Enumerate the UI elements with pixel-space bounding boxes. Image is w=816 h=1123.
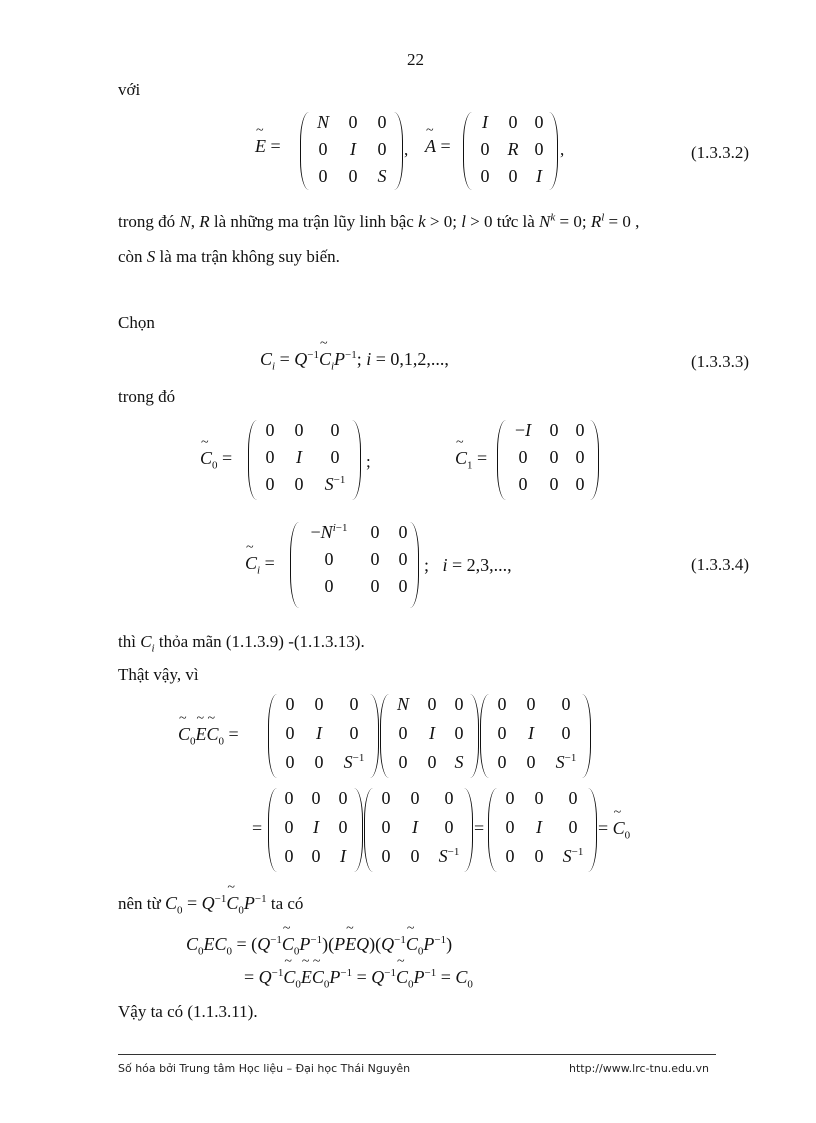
equals-c0: = ~ $C_0$ [598, 818, 630, 839]
matrix-row1-b: N 0 0 0 I 0 0 0 S [396, 694, 464, 772]
text-luy-linh: là những ma trận lũy linh bậc [213, 212, 414, 231]
text-vay-ta-co: Vậy ta có (1.1.3.11). [118, 1002, 258, 1021]
matrix-paren [352, 420, 361, 500]
matrix-paren [588, 788, 597, 872]
paragraph-line: nên từ $C_0$ = $Q^{-1}\sim$ $C_0P^{-1}$ ta có [118, 893, 303, 914]
text-khong-suy-bien: là ma trận không suy biến. [159, 247, 340, 266]
footer-divider [118, 1054, 716, 1055]
equals: = [474, 818, 485, 838]
eq-label-1332: (1.3.3.2) [691, 143, 750, 162]
a-tilde-label: ~ A = [425, 136, 451, 157]
matrix-paren [354, 788, 363, 872]
matrix-c1: −I 0 0 0 0 0 0 0 0 [514, 420, 585, 494]
text-ta-co: ta có [270, 894, 304, 913]
comma: , [560, 140, 565, 159]
paragraph-line: thì $C_i$ thỏa mãn (1.1.3.9) -(1.1.3.13). [118, 632, 365, 655]
text-con: còn [118, 247, 143, 266]
text-thoa-man: thỏa mãn (1.1.3.9) -(1.1.3.13). [158, 632, 365, 651]
equation-c0ec0: $C_0EC_0$ = ($Q^{-1}\sim$ $C_0P^{-1})(P\sim$ $EQ)(Q^{-1}\sim$ $C_0P^{-1}$) [186, 934, 452, 955]
equation-i-range: ; i = 2,3,..., [424, 555, 512, 575]
text-thi: thì [118, 632, 136, 651]
matrix-ci: $-N^{i-1}$ 0 0 0 0 0 0 0 0 [310, 522, 408, 596]
equals: = [252, 818, 263, 838]
text-voi: với [118, 80, 141, 99]
matrix-row2-c: 0 0 0 0 I 0 0 0 $S^{-1}$ [505, 788, 584, 866]
equation-c0ec0-result: = $Q^{-1}\sim$ $C_0\sim$ E~ $C_0P^{-1}$ = $Q^{-1}\sim$ $C_0P^{-1} = C_0$ [244, 967, 473, 988]
matrix-paren [464, 788, 473, 872]
text-trong-do: trong đó [118, 212, 176, 231]
c0-label: ~ $C_0$ = [200, 448, 232, 469]
paragraph-line: còn S là ma trận không suy biến. [118, 247, 340, 266]
text-tuc-la: tức là [496, 212, 535, 231]
ci-label: ~ $C_i$ = [245, 553, 275, 574]
matrix-paren [410, 522, 419, 608]
page-number: 22 [407, 50, 424, 69]
text-that-vay: Thật vậy, vì [118, 665, 199, 684]
matrix-paren [370, 694, 379, 778]
matrix-paren [582, 694, 591, 778]
matrix-a: I 0 0 0 R 0 0 0 I [480, 112, 544, 186]
text-chon: Chọn [118, 313, 155, 332]
c1-label: ~ $C_1$ = [455, 448, 487, 469]
c0ec0-label: ~ $C_0\sim$ E~ $C_0$ = [178, 724, 239, 745]
matrix-row1-a: 0 0 0 0 I 0 0 0 $S^{-1}$ [285, 694, 365, 772]
e-tilde-label: ~ E = [255, 136, 281, 157]
matrix-paren [394, 112, 403, 190]
text-nen-tu: nên từ [118, 894, 161, 913]
semicolon: ; [366, 452, 371, 471]
footer-right[interactable]: http://www.lrc-tnu.edu.vn [569, 1062, 709, 1075]
text-trong-do-2: trong đó [118, 387, 176, 406]
footer-left: Số hóa bởi Trung tâm Học liệu – Đại học Thái Nguyên [118, 1062, 411, 1075]
matrix-c0: 0 0 0 0 I 0 0 0 $S^{-1}$ [265, 420, 346, 494]
comma: , [404, 140, 409, 159]
eq-label-1334: (1.3.3.4) [691, 555, 750, 574]
matrix-paren [549, 112, 558, 190]
paragraph-line: trong đó N, R là những ma trận lũy linh bậc k > 0; l > 0 tức là $N^k = 0$; $R^l = 0$ , [118, 211, 640, 231]
matrix-row1-c: 0 0 0 0 I 0 0 0 $S^{-1}$ [497, 694, 577, 772]
eq-label-1333: (1.3.3.3) [691, 352, 750, 371]
matrix-paren [590, 420, 599, 500]
matrix-paren [470, 694, 479, 778]
matrix-e: N 0 0 0 I 0 0 0 S [316, 112, 387, 186]
matrix-row2-a: 0 0 0 0 I 0 0 0 I [284, 788, 348, 866]
equation-ci: $C_i$ = $Q^{-1}\sim$ $C_iP^{-1}$; i = 0,1,2,..., [260, 349, 449, 370]
matrix-row2-b: 0 0 0 0 I 0 0 0 $S^{-1}$ [381, 788, 460, 866]
